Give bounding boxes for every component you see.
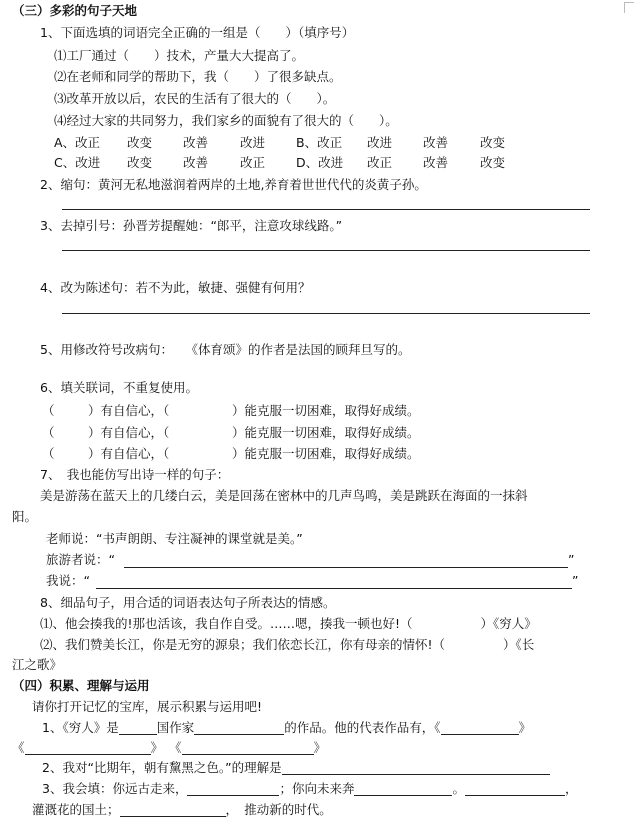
option-d-word-3: 改善 — [423, 155, 449, 170]
q7-tourist-close-quote: ” — [568, 552, 575, 567]
s4-q3-text-f: ， 推动新的时代。 — [225, 802, 332, 817]
option-b-word-2: 改进 — [367, 135, 393, 150]
s4-q3-line-2 — [32, 802, 332, 818]
q7-teacher-says: 老师说：“书声朗朗、专注凝神的课堂就是美。” — [46, 531, 303, 546]
q3-text: 3、去掉引号：孙晋芳提醒她：“郎平，注意攻球线路。” — [40, 218, 343, 233]
q8-item-1-text: ⑴、他会揍我的!那也活该，我自作自受。……嗯，揍我一顿也好!（ — [40, 616, 413, 631]
q6-row-3-mid: ）有自信心，（ — [88, 446, 170, 461]
s4-q2-text: 2、我对“比期年，朝有黧黑之色。”的理解是 — [42, 760, 282, 775]
q6-row-2-tail: ）能克服一切困难，取得好成绩。 — [232, 425, 420, 440]
q4-answer-line[interactable] — [62, 313, 590, 314]
q1-item-1: ⑴工厂通过（ ）技术，产量大大提高了。 — [54, 48, 305, 63]
s4-q1-country-blank[interactable] — [119, 721, 157, 735]
s4-q3-blank-1[interactable] — [187, 782, 279, 796]
s4-q1-lq-1: 《 — [12, 740, 25, 755]
s4-q1-line-2 — [12, 740, 326, 756]
q6-row-1-open: （ — [42, 403, 55, 418]
q1-item-3: ⑶改革开放以后，农民的生活有了很大的（ ）。 — [54, 91, 336, 106]
q7-me-close-quote: ” — [572, 573, 579, 588]
s4-q3-blank-2[interactable] — [354, 782, 452, 796]
q3-answer-line[interactable] — [62, 250, 590, 251]
section-3-title: （三）多彩的句子天地 — [12, 3, 138, 18]
s4-q1-rq-2: 》 — [313, 740, 327, 755]
option-a-word-3: 改善 — [183, 135, 209, 150]
s4-q1-text-a: 1、《穷人》是 — [42, 720, 119, 735]
q1-item-2: ⑵在老师和同学的帮助下，我（ ）了很多缺点。 — [54, 69, 342, 84]
option-d-word-1: D、改进 — [296, 155, 344, 170]
q6-row-1-mid: ）有自信心，（ — [88, 403, 170, 418]
q1-item-4: ⑷经过大家的共同努力，我们家乡的面貌有了很大的（ ）。 — [54, 113, 398, 128]
s4-q1-rq-1: 》 — [150, 740, 164, 755]
option-c-word-2: 改变 — [127, 155, 153, 170]
q8-item-2-source: ）《长 — [503, 637, 535, 652]
s4-q2-line — [42, 760, 550, 776]
s4-q1-text-b: 国作家 — [156, 720, 195, 735]
q8-item-1 — [40, 616, 537, 632]
option-c-word-1: C、改进 — [54, 155, 101, 170]
q7-example-line-2: 阳。 — [12, 509, 38, 524]
q8-item-1-source: ）《穷人》 — [480, 616, 537, 631]
q6-row-3-tail: ）能克服一切困难，取得好成绩。 — [232, 446, 420, 461]
s4-q1-text-c: 的作品。他的代表作品有，《 — [284, 720, 441, 735]
q4-text: 4、改为陈述句：若不为此，敏捷、强健有何用？ — [40, 280, 311, 295]
q7-stem: 7、 我也能仿写出诗一样的句子： — [40, 467, 230, 482]
s4-q1-lq-2: 《 — [169, 740, 182, 755]
s4-q3-blank-4[interactable] — [120, 803, 226, 817]
section-4-title: （四）积累、理解与运用 — [12, 678, 150, 693]
q6-row-1-tail: ）能克服一切困难，取得好成绩。 — [232, 403, 420, 418]
q7-tourist-answer-line[interactable] — [124, 567, 568, 568]
option-b-word-4: 改变 — [480, 135, 506, 150]
s4-q3-text-a: 3、我会填：你远古走来， — [42, 781, 188, 796]
q2-text: 2、缩句：黄河无私地滋润着两岸的土地,养育着世世代代的炎黄子孙。 — [40, 177, 427, 192]
q6-row-2-mid: ）有自信心，（ — [88, 425, 170, 440]
option-d-word-4: 改变 — [480, 155, 506, 170]
option-b-word-3: 改善 — [423, 135, 449, 150]
s4-q3-blank-3[interactable] — [465, 782, 565, 796]
q7-example-line-1: 美是游荡在蓝天上的几缕白云，美是回荡在密林中的几声鸟鸣，美是跳跃在海面的一抹斜 — [40, 488, 528, 503]
s4-q3-text-d: ， — [565, 781, 578, 796]
s4-q3-text-c: 。 — [452, 781, 465, 796]
s4-intro: 请你打开记忆的宝库，展示积累与运用吧! — [32, 699, 263, 714]
option-a-word-4: 改进 — [240, 135, 266, 150]
corner-mark — [624, 2, 634, 13]
option-a-word-2: 改变 — [127, 135, 153, 150]
q8-stem: 8、细品句子，用合适的词语表达句子所表达的情感。 — [40, 595, 336, 610]
q7-tourist-says: 旅游者说：“ — [46, 552, 115, 567]
s4-q1-line-1 — [42, 720, 531, 736]
option-a-word-1: A、改正 — [54, 135, 101, 150]
s4-q1-text-d: 》 — [518, 720, 532, 735]
s4-q3-text-e: 灌溉花的国土； — [32, 802, 120, 817]
option-c-word-4: 改正 — [240, 155, 266, 170]
q6-stem: 6、填关联词，不重复使用。 — [40, 380, 198, 395]
q8-item-2-source-cont: 江之歌》 — [12, 657, 63, 672]
s4-q1-author-blank[interactable] — [194, 721, 284, 735]
q8-item-2-text: ⑵、我们赞美长江，你是无穷的源泉；我们依恋长江，你有母亲的情怀!（ — [40, 637, 446, 652]
s4-q3-text-b: ；你向未来奔 — [279, 781, 355, 796]
q2-answer-line[interactable] — [62, 209, 590, 210]
s4-q2-blank[interactable] — [282, 761, 550, 775]
s4-q1-work-blank-3[interactable] — [182, 741, 314, 755]
q1-stem: 1、下面选填的词语完全正确的一组是（ ）（填序号） — [40, 25, 355, 40]
q5-text: 5、用修改符号改病句： 《体育颂》的作者是法国的顾拜旦写的。 — [40, 342, 411, 357]
s4-q1-work-blank-1[interactable] — [441, 721, 519, 735]
q7-me-says: 我说：“ — [46, 573, 90, 588]
option-d-word-2: 改正 — [367, 155, 393, 170]
s4-q1-work-blank-2[interactable] — [25, 741, 151, 755]
q7-me-answer-line[interactable] — [96, 588, 572, 589]
q6-row-3-open: （ — [42, 446, 55, 461]
option-b-word-1: B、改正 — [296, 135, 343, 150]
s4-q3-line-1 — [42, 781, 578, 797]
option-c-word-3: 改善 — [183, 155, 209, 170]
q6-row-2-open: （ — [42, 425, 55, 440]
q8-item-2 — [40, 637, 534, 653]
